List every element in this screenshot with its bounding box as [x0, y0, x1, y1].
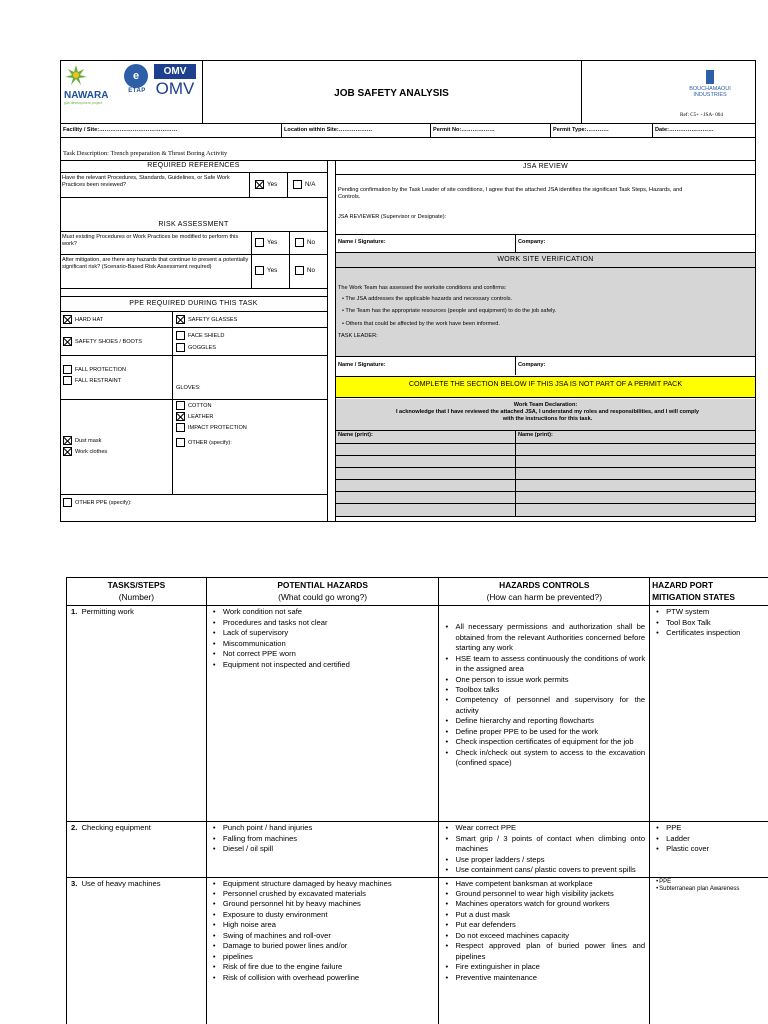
rr-bottom — [60, 197, 327, 198]
ra-q2-no-label: No — [307, 267, 316, 275]
permit-no-field[interactable]: Permit No:……………… — [433, 127, 495, 133]
hard-hat-label: HARD HAT — [75, 316, 104, 323]
list-item: • Check in/check out system to access to the excavation (confined space) — [443, 748, 645, 769]
verif-b2-text: The Team has the appropriate resources (people and equipment) to do the job safely. — [345, 308, 557, 314]
face-shield-checkbox[interactable] — [176, 331, 185, 340]
ppe-top — [60, 296, 327, 297]
review-statement: Pending confirmation by the Task Leader of site conditions, I agree that the attached JSA identifies the significant Task Steps, Hazards, and Controls. — [338, 187, 683, 200]
list-item: • Personnel crushed by excavated materials — [211, 889, 435, 899]
list-item: • Define proper PPE to be used for the work — [443, 727, 645, 737]
verif-line — [335, 267, 756, 268]
ra-q1-yes-checkbox[interactable] — [255, 238, 264, 247]
ppe-leather[interactable] — [176, 412, 213, 421]
list-item: • Risk of fire due to the engine failure — [211, 962, 435, 972]
list-item: • Equipment not inspected and certified — [211, 660, 435, 670]
permit-banner-text: COMPLETE THE SECTION BELOW IF THIS JSA IS NOT PART OF A PERMIT PACK — [408, 379, 683, 388]
face-shield-label: FACE SHIELD — [188, 332, 225, 339]
verif-sig-div — [515, 356, 516, 375]
col-header-tasks: TASKS/STEPS (Number) — [67, 578, 207, 606]
nawara-subtext: gas development project — [64, 101, 103, 105]
list-item: • Use proper ladders / steps — [443, 855, 645, 865]
list-item: • Put a dust mask — [443, 910, 645, 920]
form-title: JOB SAFETY ANALYSIS — [334, 88, 449, 99]
list-item: • Respect approved plan of buried power lines and pipelines — [443, 941, 645, 962]
table-row — [67, 606, 768, 822]
controls-cell — [439, 606, 650, 822]
nawara-text: NAWARA — [64, 90, 109, 101]
mitigation-cell — [650, 877, 768, 1024]
verification-leader: TASK LEADER: — [338, 333, 378, 339]
verification-intro: The Work Team has assessed the worksite conditions and confirms: — [338, 285, 507, 291]
ra-div-2 — [289, 231, 290, 288]
nawara-logo — [64, 64, 122, 108]
ppe-goggles[interactable] — [176, 343, 216, 352]
rr-na-label: N/A — [305, 181, 316, 189]
work-clothes-label: Work clothes — [75, 448, 108, 455]
review-company[interactable]: Company: — [518, 239, 546, 245]
required-references-title: REQUIRED REFERENCES — [147, 162, 240, 169]
goggles-checkbox[interactable] — [176, 343, 185, 352]
list-item: • Toolbox talks — [443, 685, 645, 695]
rr-na-checkbox[interactable] — [293, 180, 302, 189]
list-item: • All necessary permissions and authorization shall be obtained from the relevant Authorities concerned before starting any work — [443, 622, 645, 653]
decl-r6 — [335, 503, 756, 504]
ppe-row1 — [60, 327, 327, 328]
list-item: • One person to issue work permits — [443, 675, 645, 685]
declaration-text: I acknowledge that I have reviewed the attached JSA, I understand my roles and responsibilities, and I will comply with the instructions for this task. — [395, 409, 700, 422]
list-item: • Define hierarchy and reporting flowcharts — [443, 716, 645, 726]
verification-title: WORK SITE VERIFICATION — [497, 256, 594, 263]
ra-q2-yes-label: Yes — [267, 267, 278, 275]
rr-yes[interactable] — [255, 180, 277, 189]
work-clothes-checkbox[interactable] — [63, 447, 72, 456]
etap-logo — [124, 64, 150, 100]
list-item: • Do not exceed machines capacity — [443, 931, 645, 941]
hazard-table — [66, 577, 768, 1024]
task-description-bottom — [60, 160, 756, 161]
safety-shoes-checkbox[interactable] — [63, 337, 72, 346]
verification-bullet-3: • Others that could be affected by the work have been informed. — [342, 321, 500, 327]
verification-name-sig[interactable]: Name / Signature: — [338, 362, 386, 368]
review-name-sig[interactable]: Name / Signature: — [338, 239, 386, 245]
list-item: • Subterranean plan Awareness — [654, 886, 768, 894]
ppe-other[interactable] — [63, 498, 132, 507]
ra-q2-yes-checkbox[interactable] — [255, 266, 264, 275]
verif-top — [335, 252, 756, 253]
list-item: • Ground personnel to wear high visibility jackets — [443, 889, 645, 899]
safety-glasses-checkbox[interactable] — [176, 315, 185, 324]
ppe-impact[interactable] — [176, 423, 247, 432]
etap-emblem-icon: e — [124, 64, 148, 88]
list-item: • Plastic cover — [654, 844, 768, 854]
hazards-cell — [206, 877, 439, 1024]
ra-q1-no-checkbox[interactable] — [295, 238, 304, 247]
cotton-checkbox[interactable] — [176, 401, 185, 410]
list-item: • Falling from machines — [211, 834, 435, 844]
list-item: • Swing of machines and roll-over — [211, 931, 435, 941]
list-item: • Competency of personnel and supervisory for the activity — [443, 695, 645, 716]
omv-text: OMV — [155, 79, 195, 98]
list-item: • Exposure to dusty environment — [211, 910, 435, 920]
ppe-safety-shoes[interactable] — [63, 337, 142, 346]
ppe-cotton[interactable] — [176, 401, 212, 410]
permit-type-field[interactable]: Permit Type:………… — [553, 127, 609, 133]
list-item: • pipelines — [211, 952, 435, 962]
facility-field[interactable]: Facility / Site:…………………………………… — [63, 127, 178, 133]
list-item: • Risk of collision with overhead powerline — [211, 973, 435, 983]
list-item: • Ladder — [654, 834, 768, 844]
cotton-label: COTTON — [188, 402, 212, 409]
col-header-controls: HAZARDS CONTROLS (How can harm be prevented?) — [439, 578, 650, 606]
ra-bottom — [60, 288, 327, 289]
other-ppe-checkbox[interactable] — [63, 498, 72, 507]
permit-banner — [336, 376, 755, 398]
col-header-hazards: POTENTIAL HAZARDS (What could go wrong?) — [206, 578, 439, 606]
dust-mask-label: Dust mask — [75, 437, 102, 444]
list-item: • Wear correct PPE — [443, 823, 645, 833]
info-divider-1 — [281, 123, 282, 137]
brand-line2: INDUSTRIES — [693, 92, 727, 98]
controls-cell — [439, 877, 650, 1024]
ra-q2-yes[interactable] — [255, 266, 277, 275]
ppe-other-gloves[interactable] — [176, 438, 232, 447]
nawara-leaf-icon — [64, 64, 88, 86]
risk-assessment-title: RISK ASSESSMENT — [158, 221, 229, 228]
fall-restraint-checkbox[interactable] — [63, 376, 72, 385]
omv-emblem: OMV — [154, 64, 196, 79]
rr-na[interactable] — [293, 180, 316, 189]
rr-question: Have the relevant Procedures, Standards, Guidelines, or Safe Work Practices been reviewed? — [62, 175, 230, 188]
list-item: • Have competent banksman at workplace — [443, 879, 645, 889]
list-item: • Work condition not safe — [211, 607, 435, 617]
ra-question-2: After mitigation, are there any hazards that continue to present a potentially significant risk? (Scenario-Based Risk Assessment required) — [62, 257, 249, 270]
declaration-name-2: Name (print): — [518, 432, 553, 438]
gloves-label: GLOVES: — [176, 385, 201, 391]
ra-div-1 — [251, 231, 252, 288]
list-item: • Lack of supervisory — [211, 628, 435, 638]
date-field[interactable]: Date:…………………… — [655, 127, 714, 133]
verification-company[interactable]: Company: — [518, 362, 546, 368]
ppe-hard-hat[interactable] — [63, 315, 103, 324]
list-item: • PPE — [654, 879, 768, 887]
leather-checkbox[interactable] — [176, 412, 185, 421]
goggles-label: GOGGLES — [188, 344, 216, 351]
list-item: • High noise area — [211, 920, 435, 930]
other-ppe-label: OTHER PPE (specify): — [75, 499, 132, 506]
table-header-row — [67, 578, 768, 606]
ra-q2-no[interactable] — [295, 266, 315, 275]
list-item: • Ground personnel hit by heavy machines — [211, 899, 435, 909]
ra-q1-yes-label: Yes — [267, 239, 278, 247]
col-header-mitigation: HAZARD PORT MITIGATION STATES — [650, 578, 768, 606]
fall-protection-label: FALL PROTECTION — [75, 366, 127, 373]
other-gloves-label: OTHER (specify): — [188, 439, 232, 446]
list-item: • Smart grip / 3 points of contact when climbing onto machines — [443, 834, 645, 855]
bouchamaoui-emblem-icon — [706, 70, 714, 84]
rr-yes-checkbox[interactable] — [255, 180, 264, 189]
rr-div-1 — [249, 172, 250, 197]
decl-r2 — [335, 455, 756, 456]
ppe-safety-glasses[interactable] — [176, 315, 237, 324]
declaration-title: Work Team Declaration: — [513, 402, 578, 408]
table-row — [67, 822, 768, 877]
task-description: Task Description: Trench preparation & Thrust Boring Activity — [63, 150, 228, 157]
review-line — [335, 174, 756, 175]
list-item: • Not correct PPE worn — [211, 649, 435, 659]
hazards-cell — [206, 606, 439, 822]
ra-mid — [60, 254, 327, 255]
verif-b1-text: The JSA addresses the applicable hazards and necessary controls. — [345, 296, 513, 302]
review-reviewer: JSA REVIEWER (Supervisor or Designate): — [338, 214, 447, 220]
mitigation-cell — [650, 822, 768, 877]
ppe-fall-restraint[interactable] — [63, 376, 121, 385]
ppe-face-shield[interactable] — [176, 331, 224, 340]
location-field[interactable]: Location within Site:……………… — [284, 127, 373, 133]
list-item: • Damage to buried power lines and/or — [211, 941, 435, 951]
ra-question-1: Must existing Procedures or Work Practices be modified to perform this work? — [62, 234, 239, 247]
hazards-cell — [206, 822, 439, 877]
hard-hat-checkbox[interactable] — [63, 315, 72, 324]
task-cell: 3. Use of heavy machines — [67, 877, 207, 1024]
list-item: • Tool Box Talk — [654, 618, 768, 628]
list-item: • Preventive maintenance — [443, 973, 645, 983]
list-item: • Equipment structure damaged by heavy machines — [211, 879, 435, 889]
decl-r1 — [335, 443, 756, 444]
table-row — [67, 877, 768, 1024]
list-item: • Fire extinguisher in place — [443, 962, 645, 972]
ppe-fall-protection[interactable] — [63, 365, 126, 374]
list-item: • Miscommunication — [211, 639, 435, 649]
brand-line1: BOUCHAMAOUI — [689, 86, 731, 92]
declaration-name-1: Name (print): — [338, 432, 373, 438]
ra-line — [60, 231, 327, 232]
ra-q2-no-checkbox[interactable] — [295, 266, 304, 275]
ppe-work-clothes[interactable] — [63, 447, 107, 456]
dust-mask-checkbox[interactable] — [63, 436, 72, 445]
header-divider-right — [581, 60, 582, 123]
ppe-row4 — [60, 494, 327, 495]
decl-r5 — [335, 491, 756, 492]
verif-sig-top — [335, 356, 756, 357]
task-cell: 1. Permitting work — [67, 606, 207, 822]
impact-checkbox[interactable] — [176, 423, 185, 432]
verification-bullet-1: • The JSA addresses the applicable hazards and necessary controls. — [342, 296, 513, 302]
info-divider-2 — [430, 123, 431, 137]
ra-q1-yes[interactable] — [255, 238, 277, 247]
ra-q1-no[interactable] — [295, 238, 315, 247]
info-divider-4 — [652, 123, 653, 137]
list-item: • PPE — [654, 823, 768, 833]
ppe-line — [60, 311, 327, 312]
fall-restraint-label: FALL RESTRAINT — [75, 377, 122, 384]
list-item: • Certificates inspection — [654, 628, 768, 638]
decl-r3 — [335, 467, 756, 468]
form-reference: Ref: C5+ - JSA- 004 — [680, 112, 723, 118]
list-item: • HSE team to assess continuously the conditions of work in the assigned area — [443, 654, 645, 675]
list-item: • Use containment cans/ plastic covers to prevent spills — [443, 865, 645, 875]
safety-shoes-label: SAFETY SHOES / BOOTS — [75, 338, 143, 345]
decl-r4 — [335, 479, 756, 480]
ppe-vertical — [172, 311, 173, 494]
info-row-bottom — [60, 137, 756, 138]
decl-r7 — [335, 516, 756, 517]
decl-r0 — [335, 430, 756, 431]
ppe-row3 — [60, 399, 327, 400]
impact-label: IMPACT PROTECTION — [188, 424, 247, 431]
bouchamaoui-logo — [672, 70, 748, 98]
ppe-dust-mask[interactable] — [63, 436, 101, 445]
task-cell: 2. Checking equipment — [67, 822, 207, 877]
verification-bullet-2: • The Team has the appropriate resources (people and equipment) to do the job safely. — [342, 308, 557, 314]
omv-logo — [154, 64, 200, 104]
list-item: • Diesel / oil spill — [211, 844, 435, 854]
review-sig-div — [515, 234, 516, 252]
controls-cell — [439, 822, 650, 877]
panel-divider — [327, 160, 328, 522]
etap-text: ETAP — [128, 88, 146, 94]
list-item: • Put ear defenders — [443, 920, 645, 930]
other-gloves-checkbox[interactable] — [176, 438, 185, 447]
jsa-review-title: JSA REVIEW — [522, 163, 568, 170]
fall-protection-checkbox[interactable] — [63, 365, 72, 374]
ra-q1-no-label: No — [307, 239, 316, 247]
list-item: • Check inspection certificates of equipment for the job — [443, 737, 645, 747]
review-sig-top — [335, 234, 756, 235]
rr-yes-label: Yes — [267, 181, 278, 189]
ppe-row2 — [60, 355, 327, 356]
info-divider-3 — [550, 123, 551, 137]
rr-div-2 — [287, 172, 288, 197]
leather-label: LEATHER — [188, 413, 214, 420]
ppe-title: PPE REQUIRED DURING THIS TASK — [129, 300, 258, 307]
safety-glasses-label: SAFETY GLASSES — [188, 316, 238, 323]
list-item: • Procedures and tasks not clear — [211, 618, 435, 628]
mitigation-cell — [650, 606, 768, 822]
list-item: • PTW system — [654, 607, 768, 617]
list-item: • Punch point / hand injuries — [211, 823, 435, 833]
verif-b3-text: Others that could be affected by the work have been informed. — [345, 321, 500, 327]
list-item: • Machines operators watch for ground workers — [443, 899, 645, 909]
